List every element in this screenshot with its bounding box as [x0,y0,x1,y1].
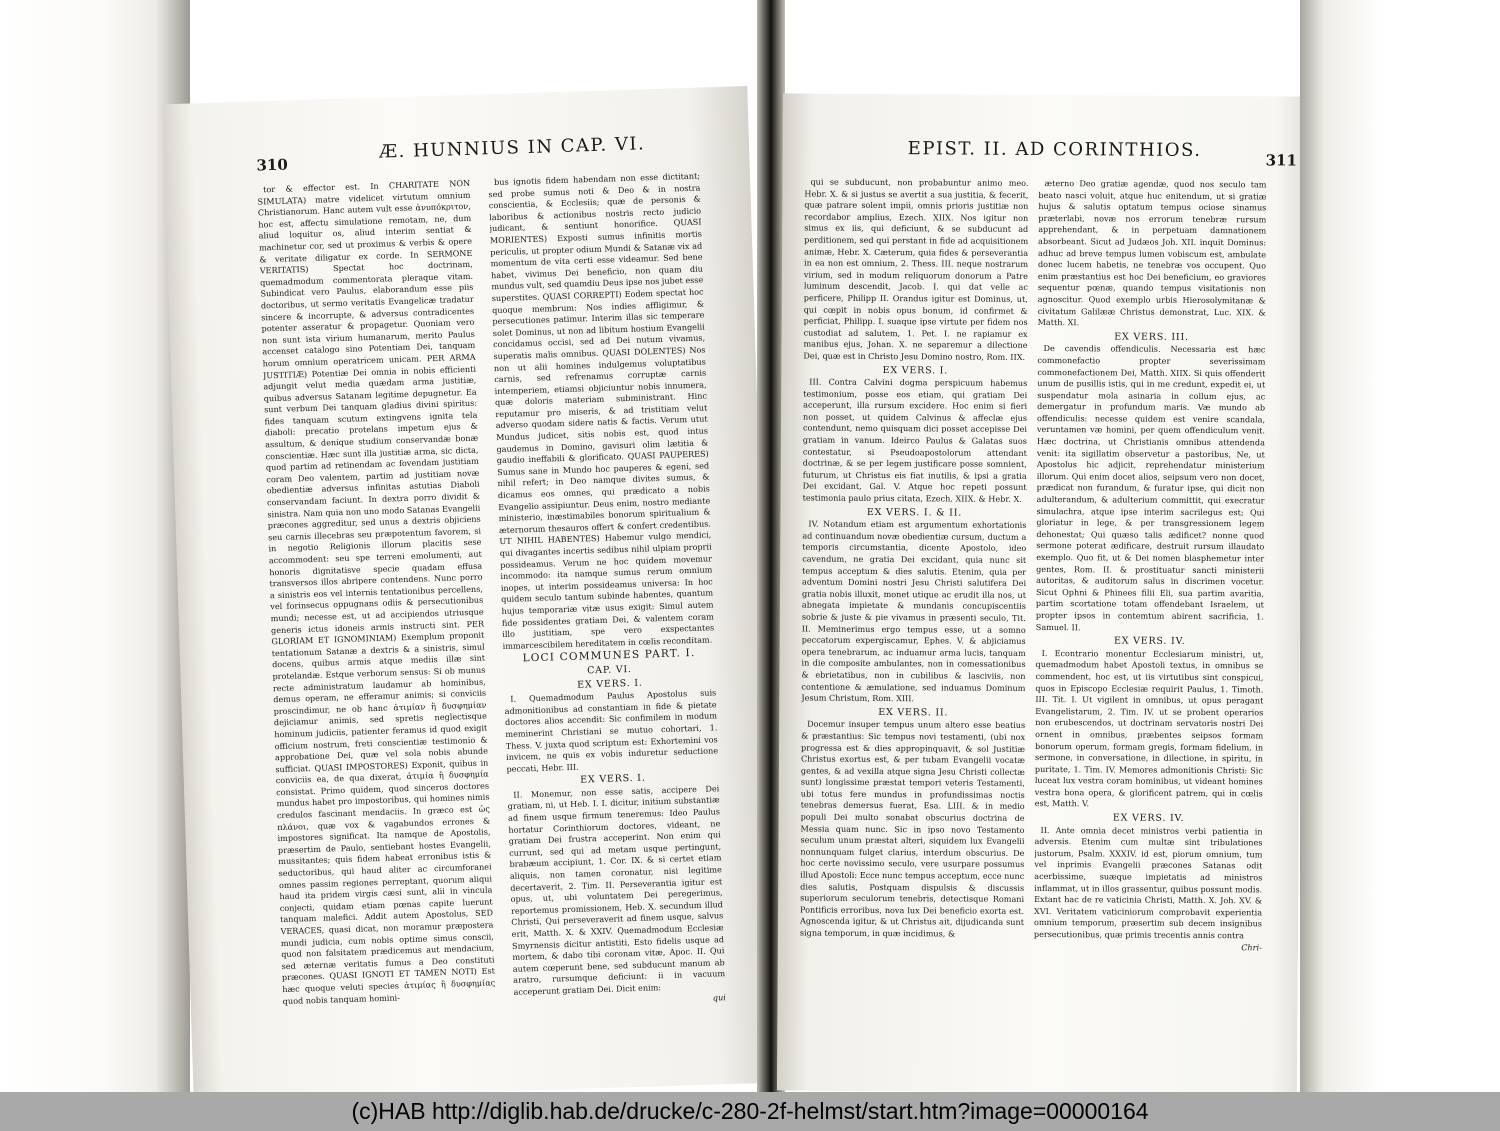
right-page-column-1 [799,177,1028,1058]
left-page-column-2 [488,171,728,1057]
section-heading: EX VERS. I. [580,772,646,786]
text-paragraph: I. Quemadmodum Paulus Apostolus suis admonitionibus ad constantiam in fide & pietate doctores alios accendit: Sic confimilem in modum meminerint Christiani se mutuo cohortari, 1. Thess. V. juxta quod scriptum est: Exhortemini vos invicem, ne quis ex vobis induretur seductione peccati, Hebr. III. [504,687,719,774]
text-paragraph: De cavendis offendiculis. Necessaria est hæc commonefactio propter severissimam commonefactionem Dei, Matth. XIIX. Si quis offenderit unum de pusillis istis, qui in me credunt, expedit ei, ut suspendatur mola asinaria in collum ejus, ac demergatur in profundum maris. Væ mundo ab offendiculis: necesse quidem est venire scandala, veruntamen væ homini, per quem offendiculum venit. Hæc doctrina, ut Christianis omnibus attendenda venit: ita sigillatim observetur a pastoribus, Ne, ut Apostolus hic adjicit, reprehendatur ministerium illorum. Qui enim docet alios, seipsum vero non docet, prædicat non furandum, & furatur ipse, qui dicit non adulterandum, & adulterium committit, qui execratur simulachra, atque ipse interim sacrilegus est; Qui gloriatur in lege, & per transgressionem legem dehonestat; Qui quæso talis ædificet? nonne quod sermone poterat ædificare, destruit rursum illaudato exemplo. Quo fit, ut & Dei nomen blasphemetur inter gentes, Rom. II. & prostituatur sancti ministerii autoritas, & auditorum salus in discrimen vocetur. Sicut Ophni & Phinees filii Eli, sua partim avaritia, partim scortatione totam offendebant Israelem, ut propter ipsos in contemtum abirent sacrificia, 1. Samuel. II. [1035,343,1266,632]
text-paragraph: II. Ante omnia decet ministros verbi patientia in adversis. Etenim cum multæ sint tribulationes justorum, Psalm. XXXIV. id est, piorum omnium, tum vel inprimis Evangelii præcones Satanas odit acerbissime, suæque impietatis ad ministros inflammat, ut in illos grassentur, quibus possunt modis. Extant hac de re vaticinia Christi, Matth. X. Joh. XV. & XVI. Veritatem vaticiniorum comprobavit experientia omnium temporum, præsertim sub decem insignibus persecutionibus, quæ primis trecentis annis contra [1033,824,1263,941]
page-number-right: 311 [1265,151,1298,170]
running-head-left: Æ. HUNNIUS IN CAP. VI. [378,133,646,163]
catchword: Chri- [1241,941,1262,952]
text-paragraph: æterno Deo gratiæ agendæ, quod nos seculo tam beato nasci voluit, atque huc enitendum, ut si gratiæ hujus & salutis optatum tempus ociose sinamus præterlabi, novæ nos errorum tenebræ rursum apprehendant, & in perpetuam damnationem absorbeant. Sicut ad Judæos Joh. XII. inquit Dominus: adhuc ad breve tempus lumen vobiscum est, ambulate donec lucem habetis, ne tenebræ vos occupent. Quo enim præstantius est hoc Dei beneficium, eo graviores sequentur pœnæ, quando tempus visitationis non agnoscitur. Quod exemplo urbis Hierosolymitanæ & civitatum Galilææ Christus demonstrat, Luc. XIX. & Matth. XI. [1037,178,1267,328]
right-page [777,93,1303,1093]
text-paragraph: bus ignotis fidem habendam non esse dictitant; sed probe sumus noti & Deo & in nostra conscientia, & Ecclesiis; quæ de personis & laboribus & actionibus nostris recto judicio judicant, & sentiunt honorifice. QUASI MORIENTES) Exposti sumus infinitis mortis periculis, ut propter odium Mundi & Satanæ vix ad momentum de vita certi esse videamur. Sed bene habet, vivimus Dei beneficio, non quam diu mundus vult, sed quamdiu Deus ipse nos jubet esse superstites. QUASI CORREPTI) Eodem spectat hoc quoque membrum: Nos indies affligimur, & persecutiones patimur. Interim illas sic temperare solet Dominus, ut non ad libitum hostium Evangelii concidamus occisi, sed ad Dei nutum vivamus, superatis malis omnibus. QUASI DOLENTES) Nos non ut alii homines indulgemus voluptatibus carnis, sed refrenamus corruptæ carnis intemperiem, etiamsi objiciuntur nobis innumera, quæ doloris materiam subministrant. Hinc reputamur pro miseris, & ad tristitiam velut adverso quodam sidere natis & factis. Verum utut Mundus judicet, sitis nobis est, quod intus gaudemus in Domino, gavisuri olim lætitia & gaudio ineffabili & glorificato. QUASI PAUPERES) Sumus sane in Mundo hoc pauperes & egeni, sed nihil refert; in Deo namque divites sumus, & dicamus eos omnes, qui prædicato a nobis Evangelio assipiuntur. Deus enim, nostro mediante ministerio, inæstimabiles bonorum spiritualium & æternorum thesauros offert & confert credentibus. UT NIHIL HABENTES) Habemur vulgo mendici, qui divagantes incertis sedibus nihil ulpiam proprii possideamus. Verum ne hoc quidem movemur incommodo: ita namque sumus rerum omnium inopes, ut interim possideamus universa: In hoc quidem seculo tantum subinde habentes, quantum hujus temporariæ vitæ usus exigit: Simul autem fide possidentes gratiam Dei, & valentem coram illo justitiam, spe vero exspectantes immarcescibilem hereditatem in cœlis reconditam. [488,170,715,651]
scan-margin-left [0,0,190,1092]
section-heading: EX VERS. I. [577,677,643,691]
section-heading: EX VERS. I. [882,364,949,376]
running-head-right: EPIST. II. AD CORINTHIOS. [907,138,1202,161]
section-heading: EX VERS. I. & II. [866,506,963,519]
catchword: qui [712,991,726,1003]
right-page-column-2 [1033,178,1266,1059]
section-heading: EX VERS. III. [1114,331,1189,343]
text-paragraph: qui se subducunt, non probabuntur animo meo. Hebr. X. & si justus se avertit a sua justitia, & fecerit, quæ patrare solent impii, omnis prioris justitiæ non recordabor amplius, Ezech. XIIX. Nos igitur non simus ex iis, qui deficiunt, & se subducunt ad perditionem, sed qui perstant in fide ad acquisitionem animæ, Hebr. X. Cæterum, quia fides & perseverantia in ea non est omnium, 2. Thess. III. neque nostrarum virium, sed in modum reliquorum donorum a Patre luminum descendit, Jacob. I. qui dat velle ac perficere, Philipp II. Orandus igitur est Dominus, ut, qui cœpit in nobis opus bonum, id confirmet & perficiat, Philipp. I. suaque ipse virtute per fidem nos custodiat ad salutem, 1. Pet. I. ne rapiamur ex manibus ejus, Johan. X. ne separemur a dilectione Dei, quæ est in Christo Jesu Domino nostro, Rom. IIX. [803,176,1029,362]
scan-margin-right [1300,0,1500,1092]
page-number-left: 310 [256,155,289,175]
section-heading: EX VERS. IV. [1112,812,1185,824]
text-paragraph: III. Contra Calvini dogma perspicuum habemus testimonium, posse eos etiam, qui gratiam Dei acceperunt, illa rursum excidere. Hoc enim si fieri non posset, ut quidem Calvinus & affeclæ ejus contendunt, nemo quisquam dici posset accepisse Dei gratiam in vanum. Ideirco Paulus & Galatas suos contestatur, si Pseudoapostolorum attendant doctrinæ, & se per legem justificare posse somnient, futurum, ut Christus eis fiat inutilis, & ipsi a gratia Dei excidant, Gal. V. Atque hoc repeti possunt testimonia paulo prius citata, Ezech. XIIX. & Hebr. X. [802,376,1028,504]
text-paragraph: tor & effector est. In CHARITATE NON SIMULATA) matre videlicet virtutum omnium Christianorum. Hanc autem vult esse ἀνυπόκριτον, hoc est, affectu simulatione remotam, ne, dum aliud loquitur os, aliud interim sentiat & machinetur cor, sed ut proximus & verbis & opere & veritate diligatur ex corde. In SERMONE VERITATIS) Spectat hoc doctrinam, quemadmodum commentorata pleraque vitam. Subindicat vero Paulus, elaborandum esse piis doctoribus, ut sermo veritatis Evangelicæ tradatur sincere & incorrupte, & adversus contradicentes potenter asseratur & propagetur. Quoniam vero non sunt ista virium humanarum, merito Paulus accenset catalogo sino Potentiam Dei, tanquam horum omnium operatricem unicam. PER ARMA JUSTITIÆ) Potentiæ Dei omnia in nobis efficienti adjungit velut media quædam arma justitiæ, quibus adversus Satanam legitime depugnetur. Ea sunt verbum Dei tanquam gladius divini spiritus: fides tanquam scutum extingvens ignita tela diaboli: precatio protelans impetum ejus & assultum, & denique studium conservandæ bonæ conscientiæ. Hæc sunt illa justitiæ arma, sic dicta, quod partim ad retinendam ac fovendam justitiam coram Deo valentem, partim ad justitiam novæ obedientiæ adversus infinitas astutias Diaboli conservandam faciunt. In dextra porro dividit & sinistra. Nam quia non uno modo Satanas Evangelii præcones aggreditur, sed unus a dextris objiciens seu carnis illecebras seu præpotentum favorem, si in negotio Religionis illorum placitis sese accommodent: seu spe terreni emolumenti, aut honoris dignitatisve specie quadam effusa transversos illos abripere contendens. Nunc porro a sinistris eos vel internis tentationibus percellens, vel forinsecus oppugnans odiis & persecutionibus mundi; necesse est, ut ad accipiendos utriusque generis ictus idoneis armis instructi sint. PER GLORIAM ET IGNOMINIAM) Exemplum proponit tentationum Satanæ a dextris & a sinistris, simul docens, quibus armis atque mediis illæ sint protelandæ. Estque verborum sensus: Si ob munus recte administratum laudamur ab hominibus, demus operam, ne efferamur animis; si conviciis proscindimur, ne ob hanc ἀτιμίαν ἢ δυσφημίαν dejiciamur animis, sed spretis neglectisque hominum judiciis, patienter feramus id quod exigit officium nostrum, freti conscientiæ testimonio & approbatione Dei, quæ vel sola nobis abunde sufficiat. QUASI IMPOSTORES) Exponit, quibus in conviciis ea, de qua dixerat, ἀτιμία ἢ δυσφημία consistat. Primo quidem, quod sinceros doctores mundus habet pro impostoribus, qui homines nimis credulos fascinant mendaciis. In græco est ὡς πλάνοι, quæ vox & vagabundos errones & impostores significat. Ita namque de Apostolis, præsertim de Paulo, sentiebant hostes Evangelii, mussitantes; quis fidem habeat erronibus istis & seductoribus, qui haud aliter ac circumforanei omnes passim regiones perreptant, quorum aliqui haud ita pridem virgis cæsi sunt, alii in vincula conjecti, quidam etiam pœnas capite luerunt tanquam malefici. Addit autem Apostolus, SED VERACES, quasi dicat, non moramur præpostera mundi judicia, cum nobis optime simus conscii, quod non falsitatem prædicemus aut mendacium, sed æternæ veritatis fumus a Deo constituti præcones. QUASI IGNOTI ET TAMEN NOTI) Est hæc quoque veluti species ἀτιμίας ἢ δυσφημίας quod nobis tanquam homini- [257,177,496,1006]
left-page [162,86,778,1101]
text-paragraph: II. Monemur, non esse satis, accipere Dei gratiam, ni, ut Heb. I. I. dicitur, initium substantiæ ad finem usque firmum teneremus: Ideo Paulus hortatur Corinthiorum doctores, videant, ne gratiam Dei frustra acceperint. Non enim qui currunt, sed qui ad metam usque pertingunt, brabæum accipiunt, 1. Cor. IX. & si certet etiam aliquis, non tamen coronatur, nisi legitime decertaverit, 2. Tim. II. Perseverantia igitur est opus, ut, ubi voluntatem Dei peregerimus, reportemus promissionem, Heb. X. secundum illud Christi, Qui perseveraverit ad finem usque, salvus erit, Matth. X. & XXIV. Quemadmodum Ecclesiæ Smyrnensis dicitur antistiti, Esto fidelis usque ad mortem, & dabo tibi coronam vitæ, Apoc. II. Qui autem cœperunt bene, sed subducunt manum ab aratro, rursumque deficiunt: ii in vacuum acceperunt gratiam Dei. Dicit enim: [507,783,726,997]
text-paragraph: I. Econtrario monentur Ecclesiarum ministri, ut, quemadmodum habet Apostoli textus, in omnibus se commendent, hoc est, ut iis virtutibus sint conspicui, quos in Episcopo Ecclesiæ requirit Paulus, 1. Timoth. III. Tit. I. Ut vigilent in omnibus, ut opus peragant Evangelistarum, 2. Tim. IV. ut se probent operarios non erubescendos, ut doctrinam servatoris nostri Dei ornent in omnibus, præbentes seipsos formam bonorum operum, formam gregis, formam fidelium, in sermone, in conversatione, in dilectione, in spiritu, in puritate, 1. Tim. IV. Memores admonitionis Christi: Sic luceat lux vestra coram hominibus, ut videant homines vestra bona opera, & glorificent patrem, qui in cœlis est, Matth. V. [1034,647,1264,809]
section-heading: CAP. VI. [586,663,632,677]
section-heading: EX VERS. II. [878,706,949,719]
section-heading: EX VERS. IV. [1113,635,1186,648]
footer-credit: (c)HAB http://diglib.hab.de/drucke/c-280-2f-helmst/start.htm?image=00000164 [0,1092,1500,1131]
text-paragraph: IV. Notandum etiam est argumentum exhortationis ad continuandum novæ obedientiæ cursum, ductum a temporis circumstantia, dicente Apostolo, ideo cavendum, ne gratia Dei excidant, quia nunc sit tempus acceptum & dies salutis. Etenim, quia per adventum Domini nostri Jesu Christi salutifera Dei gratia nobis illuxit, monet utique ac erudit illa nos, ut abnegata impietate & mundanis concupiscentiis sobrie & juste & pie vivamus in præsenti seculo, Tit. II. Meminerimus ergo tempus esse, ut a somno peccatorum expergiscamur, Ephes. V. & abjiciamus opera tenebrarum, ac induamur arma lucis, tanquam in die composite ambulantes, non in comessationibus & ebrietatibus, non in cubilibus & lasciviis, non contentione & æmulatione, sed induamus Dominum Jesum Christum, Rom. XIII. [801,518,1027,704]
section-heading: LOCI COMMUNES PART. I. [522,647,696,665]
left-page-column-1 [257,178,498,1064]
text-paragraph: Docemur insuper tempus unum altero esse beatius & præstantius: Sic tempus novi testamenti, (ubi nox progressa est & dies appropinquavit, & sol Justitiæ Christus exortus est, & per tubam Evangelii vocatæ gentes, & ad vexilla atque signa Jesu Christi collectæ sunt) longissime præstat tempori veteris Testamenti, ubi totus fere mundus in profundissimas noctis tenebras demersus fuerat, Esa. LIII. & in medio populi Dei multo sonabat obscurius doctrina de Messia quam nunc. Sic in ipso novo Testamento seculum unum præstat alteri, siquidem lux Evangelii nonnunquam fulget clarius, interdum obscurius. De hoc certe novissimo seculo, vere usurpare possumus illud Apostoli: Ecce nunc tempus acceptum, ecce nunc dies salutis, Postquam dispulsis & discussis superiorum seculorum tenebris, detectisque Romani Pontificis erroribus, nova lux Dei beneficio exorta est. Agnoscenda igitur, & ut Christus ait, dijudicanda sunt signa temporum, in quæ incidimus, & [799,718,1026,939]
